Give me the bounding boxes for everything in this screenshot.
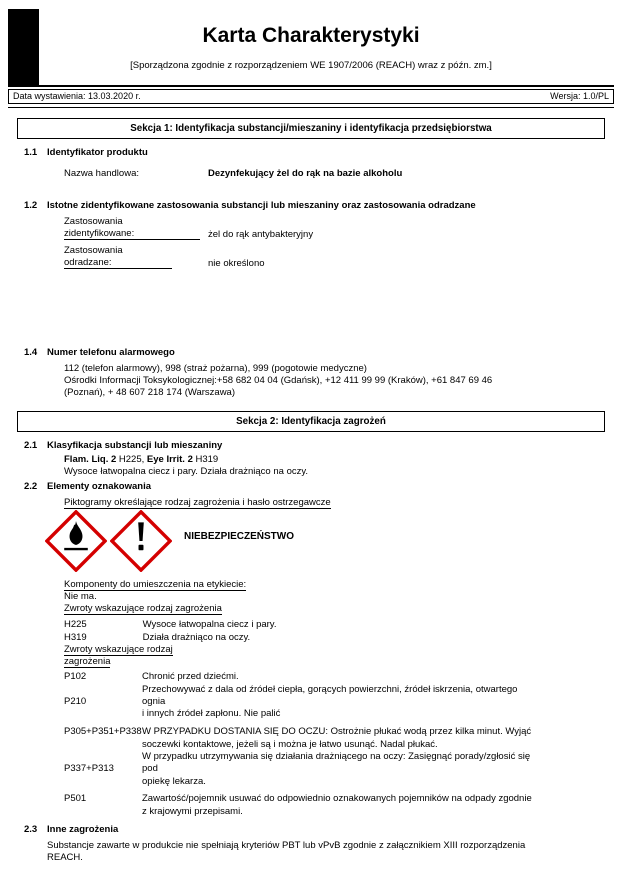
advised-against-value: nie określono (208, 258, 265, 269)
h-statement-code: H319 (64, 632, 87, 643)
document-subtitle: [Sporządzona zgodnie z rozporządzeniem WE 1907/2006 (REACH) wraz z późn. zm.] (130, 60, 492, 71)
p-statement-code: P305+P351+P338 (64, 726, 142, 737)
h-statement-code: H225 (64, 619, 87, 630)
header-divider (8, 85, 614, 87)
p-statement-text: ognia (142, 696, 166, 707)
p-statement-row (64, 806, 243, 817)
p-statement-text: Przechowywać z dala od źródeł ciepła, gorących powierzchni, źródeł iskrzenia, otwartego (142, 684, 518, 695)
identified-uses-label-line2: zidentyfikowane: (64, 228, 200, 240)
issue-version-bar (8, 89, 614, 104)
p-statement-row (64, 726, 531, 737)
trade-name-value: Dezynfekujący żel do rąk na bazie alkoholu (208, 168, 403, 179)
signal-word: NIEBEZPIECZEŃSTWO (184, 531, 295, 542)
label-components-heading: Komponenty do umieszczenia na etykiecie: (64, 579, 247, 590)
p-statement-text: z krajowymi przepisami. (142, 806, 243, 817)
flame-icon (45, 510, 107, 572)
p-statement-text: opiekę lekarza. (142, 776, 206, 787)
p-statement-row (64, 793, 532, 804)
advised-against-label-line2: odradzane: (64, 257, 172, 269)
classification-description: Wysoce łatwopalna ciecz i pary. Działa drażniąco na oczy. (64, 466, 309, 477)
version-label: Wersja: 1.0/PL (550, 91, 609, 101)
p-statement-row (64, 684, 517, 695)
section-number-2-2: 2.2 (24, 481, 38, 492)
section2-header: Sekcja 2: Identyfikacja zagrożeń (17, 411, 605, 432)
ghs-exclamation-pictogram (110, 510, 172, 572)
issue-date: Data wystawienia: 13.03.2020 r. (13, 91, 141, 101)
identified-uses-value: żel do rąk antybakteryjny (208, 229, 314, 240)
p-statement-row (64, 696, 165, 707)
trade-name-label: Nazwa handlowa: (64, 168, 139, 179)
classification-line (64, 454, 218, 465)
section-heading-2-1: Klasyfikacja substancji lub mieszaniny (47, 440, 223, 451)
other-hazards-line2: REACH. (47, 852, 83, 863)
p-statement-text: W przypadku utrzymywania się działania drażniącego na oczy: Zasięgnąć porady/zgłosić się (142, 751, 531, 762)
p-statement-text: i innych źródeł zapłonu. Nie palić (142, 708, 281, 719)
p-statement-row (64, 776, 206, 787)
p-statement-row (64, 751, 530, 762)
p-statement-text: Chronić przed dziećmi. (142, 671, 239, 682)
section-heading-2-3: Inne zagrożenia (47, 824, 119, 835)
section-number-1-4: 1.4 (24, 347, 38, 358)
section-heading-1-1: Identyfikator produktu (47, 147, 148, 158)
section-heading-1-4: Numer telefonu alarmowego (47, 347, 175, 358)
exclamation-icon (110, 510, 172, 572)
ghs-flame-pictogram (45, 510, 107, 572)
p-statement-code: P102 (64, 671, 87, 682)
issue-bar-divider (8, 107, 614, 108)
p-statement-code: P501 (64, 793, 87, 804)
label-components-value: Nie ma. (64, 591, 97, 602)
p-statement-text: pod (142, 763, 158, 774)
p-statement-text: soczewki kontaktowe, jeżeli są i można je łatwo usunąć. Nadal płukać. (142, 739, 438, 750)
p-statement-row (64, 763, 158, 774)
section-number-2-3: 2.3 (24, 824, 38, 835)
hazard-statements-heading: Zwroty wskazujące rodzaj zagrożenia (64, 603, 222, 614)
p-statement-row (64, 739, 438, 750)
p-statement-row (64, 708, 280, 719)
p-statement-text: Zawartość/pojemnik usuwać do odpowiednio oznakowanych pojemników na odpady zgodnie (142, 793, 532, 804)
h-statement-text: Działa drażniąco na oczy. (142, 632, 251, 643)
emergency-phones-line1: 112 (telefon alarmowy), 998 (straż pożarna), 999 (pogotowie medyczne) (64, 363, 367, 374)
p-statement-row (64, 671, 239, 682)
precautionary-heading-line2: zagrożenia (64, 656, 111, 667)
document-title: Karta Charakterystyki (202, 24, 420, 47)
advised-against-label-line1: Zastosowania (64, 245, 123, 256)
hazard-code-2: H319 (195, 454, 219, 465)
h-statement-text: Wysoce łatwopalna ciecz i pary. (142, 619, 277, 630)
other-hazards-line1: Substancje zawarte w produkcie nie spełniają kryteriów PBT lub vPvB zgodnie z załącznikiem XIII rozporządzenia (47, 840, 526, 851)
emergency-phones-line3: (Poznań), + 48 607 218 174 (Warszawa) (64, 387, 236, 398)
precautionary-heading-line1: Zwroty wskazujące rodzaj (64, 644, 173, 655)
p-statement-text: W PRZYPADKU DOSTANIA SIĘ DO OCZU: Ostrożnie płukać wodą przez kilka minut. Wyjąć (142, 726, 532, 737)
h-statement-row (64, 619, 277, 630)
p-statement-code: P210 (64, 696, 87, 707)
hazard-code-1: H225, (118, 454, 145, 465)
section-number-2-1: 2.1 (24, 440, 38, 451)
hazard-class-2: Eye Irrit. 2 (146, 454, 193, 465)
hazard-class-1: Flam. Liq. 2 (64, 454, 117, 465)
section-heading-2-2: Elementy oznakowania (47, 481, 152, 492)
emergency-phones-line2: Ośrodki Informacji Toksykologicznej:+58 682 04 04 (Gdańsk), +12 411 99 99 (Kraków), +61 847 69 46 (64, 375, 493, 386)
section1-header: Sekcja 1: Identyfikacja substancji/mieszaniny i identyfikacja przedsiębiorstwa (17, 118, 605, 139)
section-heading-1-2: Istotne zidentyfikowane zastosowania substancji lub mieszaniny oraz zastosowania odradzane (47, 200, 476, 211)
section-number-1-1: 1.1 (24, 147, 38, 158)
p-statement-code: P337+P313 (64, 763, 114, 774)
identified-uses-label-line1: Zastosowania (64, 216, 123, 227)
pictograms-label: Piktogramy określające rodzaj zagrożenia i hasło ostrzegawcze (64, 497, 331, 508)
section-number-1-2: 1.2 (24, 200, 38, 211)
h-statement-row (64, 632, 250, 643)
